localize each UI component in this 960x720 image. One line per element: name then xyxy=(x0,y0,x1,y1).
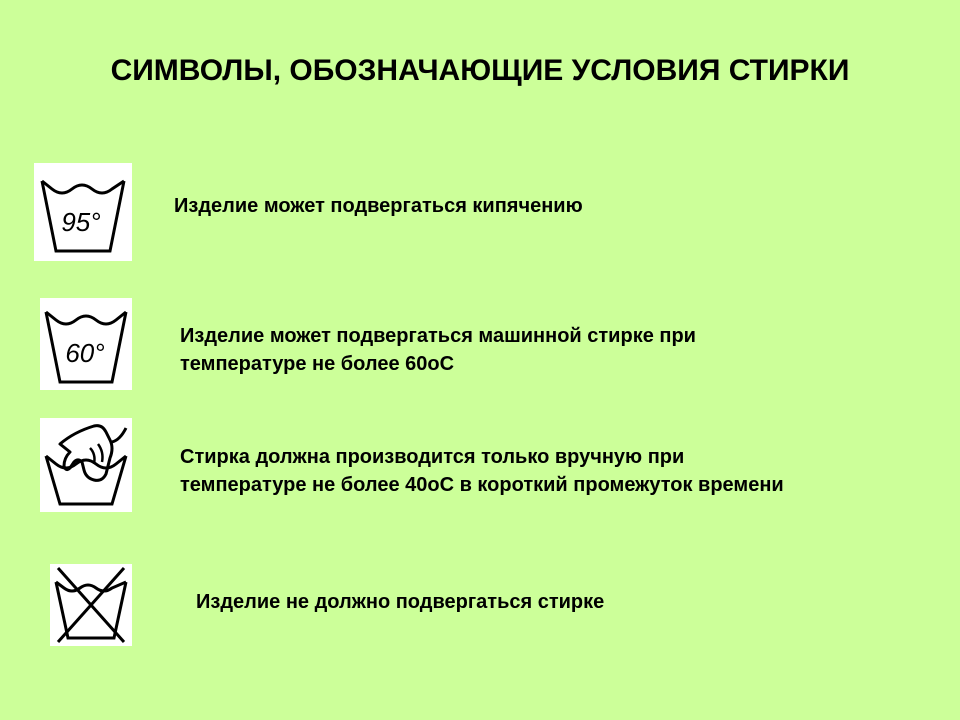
symbol-description-no-wash xyxy=(196,588,604,616)
description-line: Изделие не должно подвергаться стирке xyxy=(196,591,605,613)
description-line: Изделие может подвергаться кипячению xyxy=(174,195,583,217)
hand-wash-icon xyxy=(40,418,132,512)
description-line: температуре не более 40оС в короткий промежуток времени xyxy=(180,474,784,496)
description-line: температуре не более 60оС xyxy=(180,353,455,375)
description-line: Изделие может подвергаться машинной стирке при xyxy=(180,325,696,347)
temperature-label: 60° xyxy=(65,338,105,368)
washtub-95-icon xyxy=(34,163,132,261)
symbol-description-hand-wash xyxy=(180,443,784,499)
temperature-label: 95° xyxy=(61,207,101,237)
symbol-description-machine-wash xyxy=(180,322,696,378)
description-line: Стирка должна производится только вручную при xyxy=(180,446,685,468)
symbol-description-boil xyxy=(174,192,583,220)
washtub-60-icon xyxy=(40,298,132,390)
slide-title: СИМВОЛЫ, ОБОЗНАЧАЮЩИЕ УСЛОВИЯ СТИРКИ xyxy=(110,54,850,87)
do-not-wash-icon xyxy=(50,564,132,646)
